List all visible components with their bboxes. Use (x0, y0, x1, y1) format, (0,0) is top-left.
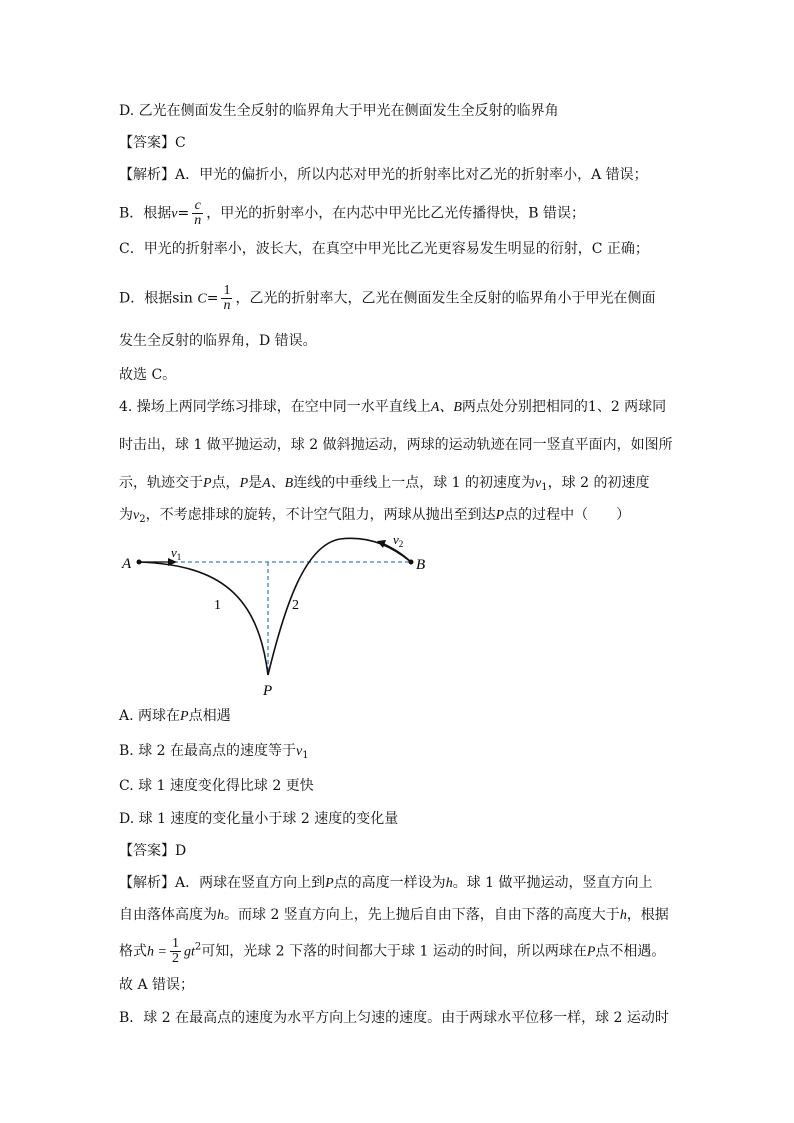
answer-label-1: 【答案】C (119, 135, 186, 151)
explanation-d-cont: 发生全反射的临界角，D 错误。 (119, 333, 317, 349)
question-4-line-1: 4. 操场上两同学练习排球，在空中同一水平直线上A、B两点处分别把相同的1、2 两球同 (119, 399, 667, 415)
explanation2-line-2: 自由落体高度为h。而球 2 竖直方向上，先上抛后自由下落，自由下落的高度大于h，根据 (119, 907, 669, 923)
answer-label-2: 【答案】D (119, 843, 187, 859)
label-p: P (263, 683, 273, 699)
explanation2-line-3: 格式h = $\frac{1}{2}$ $gt^2$可知，光球 2 下落的时间都大于球 1 运动的时间，所以两球在P点不相遇。 (119, 936, 666, 966)
explanation2-line-4: 故 A 错误； (119, 977, 195, 993)
label-trajectory-1: 1 (214, 598, 221, 613)
explanation2-line-5: B．球 2 在最高点的速度为水平方向上匀速的速度。由于两球水平位移一样，球 2 运动时 (119, 1010, 669, 1026)
fraction-1-over-n: $\frac{1}{n}$ (223, 283, 231, 313)
question-4-line-2: 时击出，球 1 做平抛运动，球 2 做斜抛运动，两球的运动轨迹在同一竖直平面内，如图所 (119, 437, 673, 453)
explanation-c: C．甲光的折射率小，波长大，在真空中甲光比乙光更容易发生明显的衍射，C 正确； (119, 241, 649, 257)
trajectory-2 (268, 538, 411, 675)
label-v2: $v_2$ (393, 532, 404, 549)
explanation-b: B．根据v= $\frac{c}{n}$ ，甲光的折射率小，在内芯中甲光比乙光传播得快，B 错误； (119, 198, 585, 228)
explanation2-line-1: 【解析】A．两球在竖直方向上到P点的高度一样设为h。球 1 做平抛运动，竖直方向上 (119, 875, 653, 891)
option-d-previous: D. 乙光在侧面发生全反射的临界角大于甲光在侧面发生全反射的临界角 (119, 103, 559, 119)
label-b: B (416, 557, 426, 573)
option-b: B. 球 2 在最高点的速度等于$v_1$ (119, 743, 309, 761)
option-a: A. 两球在P点相遇 (119, 708, 231, 724)
fraction-1-over-2: $\frac{1}{2}$ (171, 936, 179, 966)
option-d: D. 球 1 速度的变化量小于球 2 速度的变化量 (119, 811, 399, 827)
choose-c: 故选 C。 (119, 367, 177, 383)
label-v1: $v_1$ (171, 545, 182, 562)
option-c: C. 球 1 速度变化得比球 2 更快 (119, 778, 314, 794)
question-4-line-4: 为$v_2$，不考虑排球的旋转，不计空气阻力，两球从抛出至到达P点的过程中（ ） (119, 507, 631, 525)
explanation-d: D．根据sin C= $\frac{1}{n}$ ，乙光的折射率大，乙光在侧面发生全反射的临界角小于甲光在侧面 (119, 283, 656, 313)
explanation-a: 【解析】A．甲光的偏折小，所以内芯对甲光的折射率比对乙光的折射率小，A 错误； (119, 167, 648, 183)
trajectory-figure (110, 525, 440, 705)
fraction-c-over-n: $\frac{c}{n}$ (194, 198, 202, 228)
label-a: A (122, 556, 132, 572)
question-4-line-3: 示，轨迹交于P点，P是A、B连线的中垂线上一点，球 1 的初速度为$v_1$，球 2 的初速度 (119, 475, 650, 493)
label-trajectory-2: 2 (292, 598, 299, 613)
trajectory-1 (139, 562, 268, 675)
